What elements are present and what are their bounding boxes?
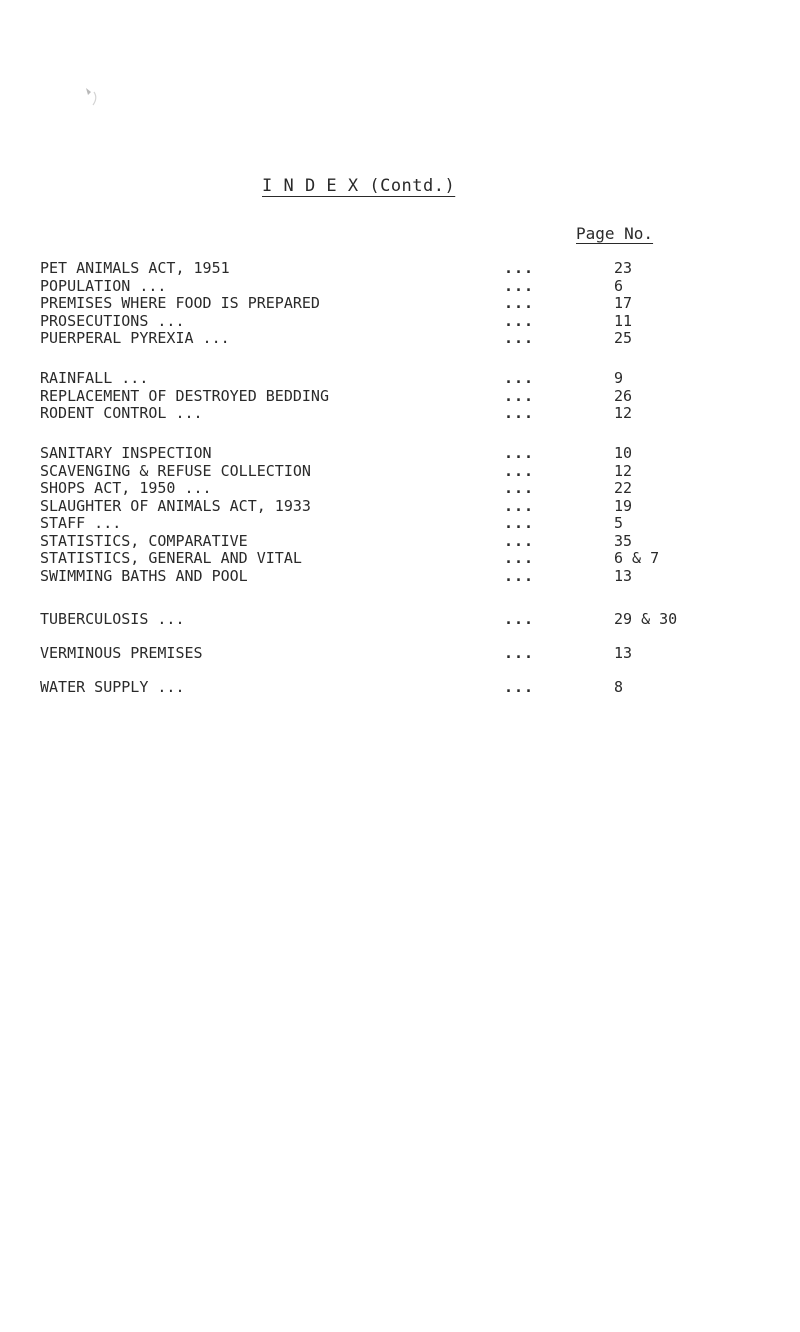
leader-dots: ... bbox=[504, 514, 535, 532]
index-entry bbox=[0, 278, 800, 296]
entry-label: REPLACEMENT OF DESTROYED BEDDING bbox=[40, 386, 329, 405]
entry-page-number: 23 bbox=[614, 259, 633, 277]
entry-label: SANITARY INSPECTION bbox=[40, 444, 212, 462]
entry-label: POPULATION ... bbox=[40, 276, 167, 295]
entry-label: VERMINOUS PREMISES bbox=[40, 644, 203, 662]
index-group-r bbox=[0, 370, 800, 423]
index-entry bbox=[0, 445, 800, 463]
index-entry bbox=[0, 645, 800, 663]
index-entry bbox=[0, 480, 800, 498]
index-entry bbox=[0, 405, 800, 423]
entry-label: RAINFALL ... bbox=[40, 369, 149, 387]
entry-page-number: 26 bbox=[614, 386, 633, 405]
leader-dots: ... bbox=[504, 259, 535, 277]
index-entry bbox=[0, 330, 800, 348]
index-title: I N D E X (Contd.) bbox=[262, 176, 456, 196]
entry-page-number: 13 bbox=[614, 566, 633, 585]
entry-page-number: 13 bbox=[614, 644, 633, 662]
index-group-p bbox=[0, 260, 800, 348]
entry-label: RODENT CONTROL ... bbox=[40, 404, 203, 422]
scan-mark-icon bbox=[82, 86, 100, 108]
index-group-w bbox=[0, 679, 800, 697]
entry-page-number: 25 bbox=[614, 329, 633, 347]
leader-dots: ... bbox=[504, 329, 535, 347]
entry-label: STATISTICS, COMPARATIVE bbox=[40, 531, 248, 550]
leader-dots: ... bbox=[504, 479, 535, 497]
page-number-column-header: Page No. bbox=[576, 224, 654, 243]
entry-page-number: 11 bbox=[614, 311, 633, 330]
entry-page-number: 6 bbox=[614, 276, 624, 295]
leader-dots: ... bbox=[504, 311, 535, 330]
entry-label: SLAUGHTER OF ANIMALS ACT, 1933 bbox=[40, 496, 311, 515]
entry-label: STATISTICS, GENERAL AND VITAL bbox=[40, 549, 302, 567]
entry-label: SHOPS ACT, 1950 ... bbox=[40, 479, 212, 497]
leader-dots: ... bbox=[504, 496, 535, 515]
index-entry bbox=[0, 611, 800, 629]
entry-page-number: 8 bbox=[614, 678, 624, 696]
index-group-t bbox=[0, 611, 800, 629]
index-entry bbox=[0, 679, 800, 697]
index-entry bbox=[0, 370, 800, 388]
entry-page-number: 22 bbox=[614, 479, 633, 497]
leader-dots: ... bbox=[504, 566, 535, 585]
index-entry bbox=[0, 568, 800, 586]
index-entry bbox=[0, 533, 800, 551]
leader-dots: ... bbox=[504, 386, 535, 405]
index-group-s bbox=[0, 445, 800, 585]
index-entry bbox=[0, 295, 800, 313]
entry-label: PREMISES WHERE FOOD IS PREPARED bbox=[40, 294, 320, 312]
leader-dots: ... bbox=[504, 404, 535, 422]
entry-page-number: 6 & 7 bbox=[614, 549, 660, 567]
entry-label: PROSECUTIONS ... bbox=[40, 311, 185, 330]
leader-dots: ... bbox=[504, 276, 535, 295]
leader-dots: ... bbox=[504, 294, 535, 312]
entry-page-number: 10 bbox=[614, 444, 633, 462]
leader-dots: ... bbox=[504, 461, 535, 480]
entry-label: SWIMMING BATHS AND POOL bbox=[40, 566, 248, 585]
entry-label: PET ANIMALS ACT, 1951 bbox=[40, 259, 230, 277]
index-group-v bbox=[0, 645, 800, 663]
index-entry bbox=[0, 313, 800, 331]
leader-dots: ... bbox=[504, 644, 535, 662]
entry-label: TUBERCULOSIS ... bbox=[40, 610, 185, 628]
entry-label: SCAVENGING & REFUSE COLLECTION bbox=[40, 461, 311, 480]
index-entry bbox=[0, 498, 800, 516]
index-entry bbox=[0, 463, 800, 481]
entry-page-number: 12 bbox=[614, 461, 633, 480]
index-entry bbox=[0, 260, 800, 278]
index-entry bbox=[0, 388, 800, 406]
leader-dots: ... bbox=[504, 678, 535, 696]
leader-dots: ... bbox=[504, 369, 535, 387]
index-entry bbox=[0, 515, 800, 533]
leader-dots: ... bbox=[504, 549, 535, 567]
entry-page-number: 5 bbox=[614, 514, 624, 532]
entry-page-number: 35 bbox=[614, 531, 633, 550]
entry-page-number: 17 bbox=[614, 294, 633, 312]
leader-dots: ... bbox=[504, 531, 535, 550]
entry-page-number: 19 bbox=[614, 496, 633, 515]
entry-page-number: 29 & 30 bbox=[614, 610, 678, 628]
entry-page-number: 9 bbox=[614, 369, 624, 387]
entry-label: PUERPERAL PYREXIA ... bbox=[40, 329, 230, 347]
leader-dots: ... bbox=[504, 444, 535, 462]
leader-dots: ... bbox=[504, 610, 535, 628]
entry-label: WATER SUPPLY ... bbox=[40, 678, 185, 696]
entry-label: STAFF ... bbox=[40, 514, 122, 532]
entry-page-number: 12 bbox=[614, 404, 633, 422]
index-entry bbox=[0, 550, 800, 568]
